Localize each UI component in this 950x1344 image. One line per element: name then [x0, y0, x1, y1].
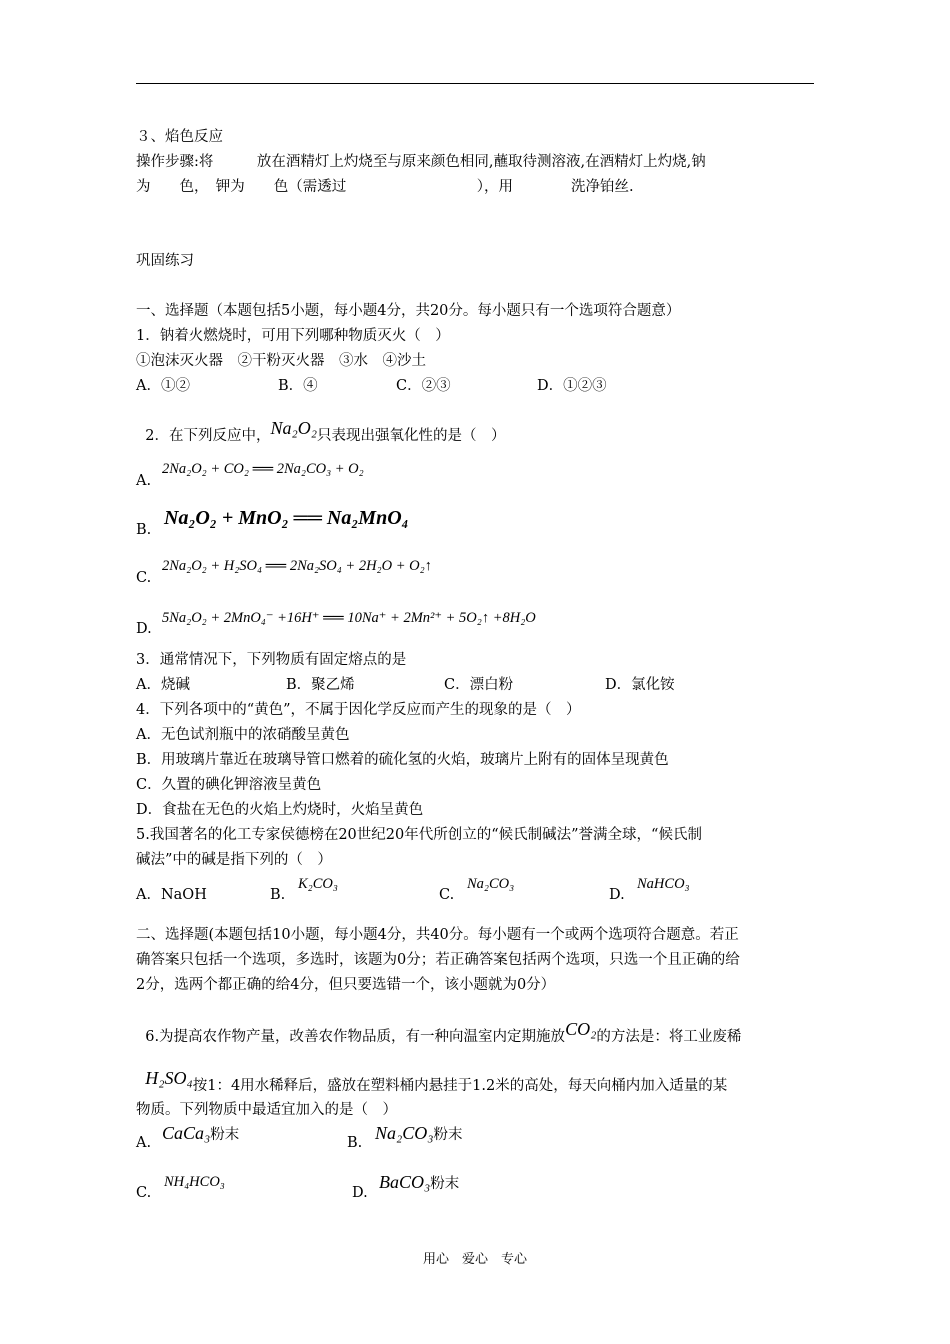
- option-d-label: D.: [609, 887, 625, 903]
- option-b-label: B.: [270, 887, 286, 903]
- formula: H₂SO₄: [145, 1068, 193, 1088]
- stem-text: 2．在下列反应中，: [145, 428, 271, 444]
- option-c: C．漂白粉: [444, 677, 514, 693]
- question-stem: 3．通常情况下，下列物质有固定熔点的是: [136, 652, 407, 668]
- option-c: C．②③: [396, 378, 451, 394]
- option-c-label: C.: [136, 570, 152, 586]
- option-a-equation: 2Na₂O₂ + CO₂ ══ 2Na₂CO₃ + O₂: [162, 461, 364, 477]
- option-d: D．①②③: [537, 378, 607, 394]
- practice-title: 巩固练习: [136, 253, 194, 269]
- stem-text: 的方法是：将工业废稀: [596, 1029, 742, 1045]
- stem-text: 按1：4用水稀释后，盛放在塑料桶内悬挂于1.2米的高处，每天向桶内加入适量的某: [192, 1078, 728, 1094]
- option-c-label: C.: [439, 887, 455, 903]
- question-stem: [136, 407, 505, 445]
- option-d-formula: BaCO₃: [379, 1172, 431, 1192]
- header-rule: [136, 83, 814, 84]
- option-b-formula: Na₂CO₃: [375, 1123, 434, 1143]
- option-d-formula: NaHCO₃: [637, 876, 690, 892]
- option-b-label: B.: [347, 1135, 363, 1151]
- option-b-label: B.: [136, 522, 152, 538]
- option-c-formula: Na₂CO₃: [467, 876, 515, 892]
- question-stem: 1．钠着火燃烧时，可用下列哪种物质灭火（ ）: [136, 328, 450, 344]
- option-c: C．久置的碘化钾溶液呈黄色: [136, 777, 322, 793]
- option-b: B．用玻璃片靠近在玻璃导管口燃着的硫化氢的火焰，玻璃片上附有的固体呈现黄色: [136, 752, 669, 768]
- part-header: 二、选择题(本题包括10小题，每小题4分，共40分。每小题有一个或两个选项符合题意。若正: [136, 927, 739, 943]
- option-a: A．无色试剂瓶中的浓硝酸呈黄色: [136, 727, 350, 743]
- option-c-equation: 2Na₂O₂ + H₂SO₄ ══ 2Na₂SO₄ + 2H₂O + O₂↑: [162, 558, 432, 574]
- page-footer: 用心 爱心 专心: [422, 1252, 527, 1267]
- question-stem: 碱法”中的碱是指下列的（ ）: [136, 852, 332, 868]
- option-a: [162, 1124, 239, 1144]
- part-header: 一、选择题（本题包括5小题，每小题4分，共20分。每小题只有一个选项符合题意）: [136, 303, 681, 319]
- question-stem: 5.我国著名的化工专家侯德榜在20世纪20年代所创立的“候氏制碱法”誉满全球，“候氏制: [136, 827, 702, 843]
- question-stem: [136, 1057, 727, 1095]
- section-line: 为 色， 钾为 色（需透过 ），用 洗净铂丝.: [136, 179, 634, 195]
- formula: CO₂: [565, 1019, 597, 1039]
- section-title: ３、焰色反应: [136, 129, 223, 145]
- option-d-label: D.: [352, 1185, 368, 1201]
- option-b: B．聚乙烯: [286, 677, 355, 693]
- option-d-suffix: 粉末: [430, 1176, 460, 1192]
- option-d-label: D.: [136, 621, 152, 637]
- part-header: 确答案只包括一个选项，多选时，该题为0分；若正确答案包括两个选项，只选一个且正确的给: [136, 952, 740, 968]
- option-a-formula: CaCa₃: [162, 1123, 211, 1143]
- question-stem: [136, 1008, 741, 1046]
- option-a: A．①②: [136, 378, 190, 394]
- option-b-suffix: 粉末: [433, 1127, 463, 1143]
- option-a: A．NaOH: [136, 887, 207, 903]
- part-header: 2分，选两个都正确的给4分，但只要选错一个，该小题就为0分）: [136, 977, 556, 993]
- option-b-equation: Na₂O₂ + MnO₂ ══ Na₂MnO₄: [164, 507, 409, 529]
- stem-text: 只表现出强氧化性的是（ ）: [316, 428, 506, 444]
- question-items: ①泡沫灭火器 ②干粉灭火器 ③水 ④沙土: [136, 353, 426, 369]
- section-line: 操作步骤:将 放在酒精灯上灼烧至与原来颜色相同,蘸取待测溶液,在酒精灯上灼烧,钠: [136, 154, 706, 170]
- option-b-formula: K₂CO₃: [298, 876, 338, 892]
- option-b: [375, 1124, 463, 1144]
- option-a-label: A.: [136, 1135, 152, 1151]
- option-c-label: C.: [136, 1185, 152, 1201]
- option-d: [379, 1173, 459, 1193]
- question-stem: 4．下列各项中的“黄色”，不属于因化学反应而产生的现象的是（ ）: [136, 702, 581, 718]
- option-d-equation: 5Na₂O₂ + 2MnO₄⁻ +16H⁺ ══ 10Na⁺ + 2Mn²⁺ + 5O₂↑ +8H₂O: [162, 610, 536, 626]
- option-a: A．烧碱: [136, 677, 190, 693]
- option-d: D．食盐在无色的火焰上灼烧时，火焰呈黄色: [136, 802, 424, 818]
- stem-text: 6.为提高农作物产量，改善农作物品质，有一种向温室内定期施放: [145, 1029, 566, 1045]
- option-a-label: A.: [136, 473, 152, 489]
- option-b: B．④: [278, 378, 318, 394]
- formula: Na₂O₂: [270, 418, 317, 438]
- question-stem: 物质。下列物质中最适宜加入的是（ ）: [136, 1102, 397, 1118]
- option-c-formula: NH₄HCO₃: [164, 1174, 225, 1190]
- option-a-suffix: 粉末: [210, 1127, 240, 1143]
- option-d: D．氯化铵: [605, 677, 675, 693]
